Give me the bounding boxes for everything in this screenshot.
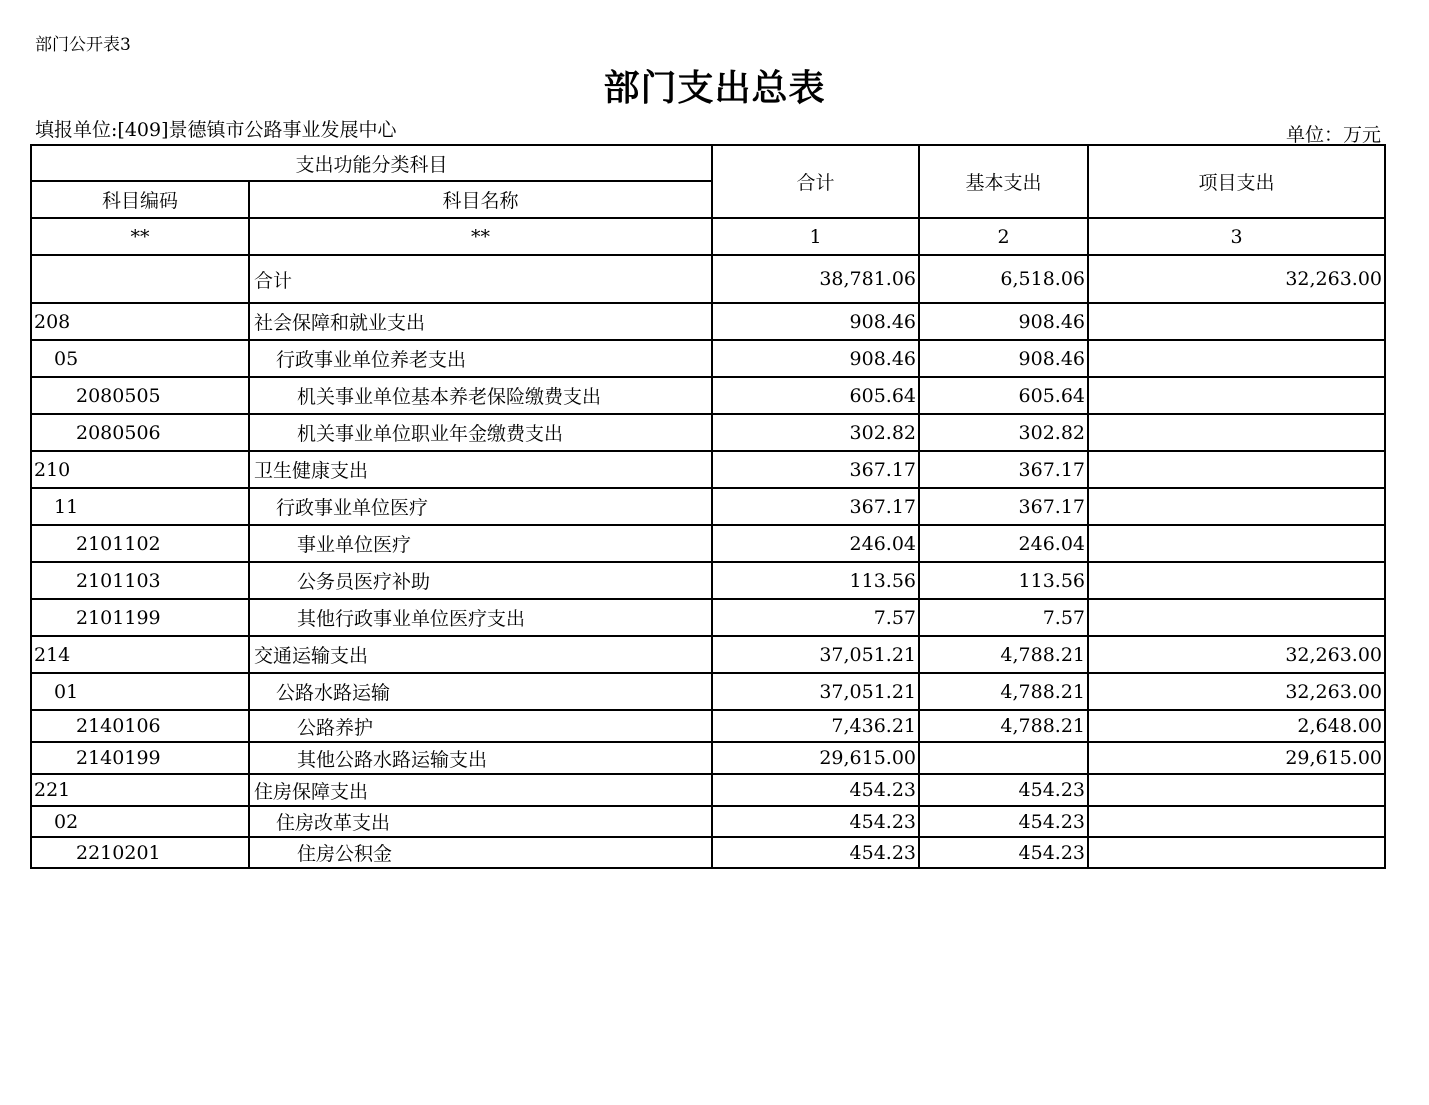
row-code: 2080505 <box>31 377 249 414</box>
row-name: 住房保障支出 <box>249 774 712 806</box>
row-project <box>1088 340 1385 377</box>
total-code <box>31 255 249 303</box>
row-project <box>1088 562 1385 599</box>
header-total: 合计 <box>712 145 919 218</box>
total-total: 38,781.06 <box>712 255 919 303</box>
header-group: 支出功能分类科目 <box>31 145 712 181</box>
header-name: 科目名称 <box>249 181 712 218</box>
row-name: 公路养护 <box>249 710 712 742</box>
header-code: 科目编码 <box>31 181 249 218</box>
row-total: 454.23 <box>712 806 919 837</box>
row-basic: 908.46 <box>919 303 1088 340</box>
row-project: 29,615.00 <box>1088 742 1385 774</box>
row-basic <box>919 742 1088 774</box>
row-basic: 908.46 <box>919 340 1088 377</box>
form-id: 部门公开表3 <box>35 35 131 55</box>
row-code: 2101199 <box>31 599 249 636</box>
row-project <box>1088 837 1385 868</box>
row-project: 32,263.00 <box>1088 673 1385 710</box>
row-basic: 454.23 <box>919 774 1088 806</box>
table-row <box>31 303 1385 340</box>
row-code: 02 <box>31 806 249 837</box>
row-total: 113.56 <box>712 562 919 599</box>
row-basic: 605.64 <box>919 377 1088 414</box>
row-total: 908.46 <box>712 340 919 377</box>
filing-unit: 填报单位:[409]景德镇市公路事业发展中心 <box>35 119 397 141</box>
table-row <box>31 742 1385 774</box>
table-row <box>31 673 1385 710</box>
total-basic: 6,518.06 <box>919 255 1088 303</box>
expenditure-table <box>30 144 1386 869</box>
row-project: 2,648.00 <box>1088 710 1385 742</box>
header-col1: 1 <box>712 218 919 255</box>
row-name: 公务员医疗补助 <box>249 562 712 599</box>
page-title: 部门支出总表 <box>603 67 826 109</box>
row-code: 11 <box>31 488 249 525</box>
row-project <box>1088 303 1385 340</box>
row-total: 302.82 <box>712 414 919 451</box>
row-project <box>1088 488 1385 525</box>
row-code: 214 <box>31 636 249 673</box>
table-row <box>31 414 1385 451</box>
row-total: 605.64 <box>712 377 919 414</box>
header-col3: 3 <box>1088 218 1385 255</box>
table-row <box>31 488 1385 525</box>
row-code: 05 <box>31 340 249 377</box>
row-total: 37,051.21 <box>712 636 919 673</box>
currency-unit: 单位：万元 <box>1285 124 1381 146</box>
row-project <box>1088 599 1385 636</box>
row-basic: 113.56 <box>919 562 1088 599</box>
row-basic: 367.17 <box>919 451 1088 488</box>
row-name: 卫生健康支出 <box>249 451 712 488</box>
table-body <box>31 303 1385 868</box>
row-total: 908.46 <box>712 303 919 340</box>
row-name: 社会保障和就业支出 <box>249 303 712 340</box>
row-total: 7.57 <box>712 599 919 636</box>
row-project: 32,263.00 <box>1088 636 1385 673</box>
row-project <box>1088 414 1385 451</box>
row-basic: 7.57 <box>919 599 1088 636</box>
row-basic: 246.04 <box>919 525 1088 562</box>
row-name: 行政事业单位养老支出 <box>249 340 712 377</box>
row-code: 01 <box>31 673 249 710</box>
row-name: 机关事业单位基本养老保险缴费支出 <box>249 377 712 414</box>
table-row <box>31 837 1385 868</box>
row-total: 367.17 <box>712 451 919 488</box>
row-name: 行政事业单位医疗 <box>249 488 712 525</box>
row-name: 住房改革支出 <box>249 806 712 837</box>
table-row <box>31 806 1385 837</box>
table-row <box>31 710 1385 742</box>
total-project: 32,263.00 <box>1088 255 1385 303</box>
row-basic: 454.23 <box>919 837 1088 868</box>
table-row <box>31 340 1385 377</box>
table-row <box>31 599 1385 636</box>
total-row <box>31 255 1385 303</box>
table-row <box>31 525 1385 562</box>
header-name-mark: ** <box>249 218 712 255</box>
row-code: 2140106 <box>31 710 249 742</box>
header-col2: 2 <box>919 218 1088 255</box>
row-code: 2080506 <box>31 414 249 451</box>
header-project: 项目支出 <box>1088 145 1385 218</box>
row-basic: 454.23 <box>919 806 1088 837</box>
row-total: 246.04 <box>712 525 919 562</box>
table-row <box>31 562 1385 599</box>
row-code: 2101102 <box>31 525 249 562</box>
header-code-mark: ** <box>31 218 249 255</box>
table-header <box>31 145 1385 303</box>
row-total: 37,051.21 <box>712 673 919 710</box>
row-code: 210 <box>31 451 249 488</box>
row-total: 367.17 <box>712 488 919 525</box>
row-total: 454.23 <box>712 837 919 868</box>
row-total: 29,615.00 <box>712 742 919 774</box>
row-name: 公路水路运输 <box>249 673 712 710</box>
row-basic: 4,788.21 <box>919 710 1088 742</box>
row-basic: 367.17 <box>919 488 1088 525</box>
row-project <box>1088 451 1385 488</box>
row-code: 208 <box>31 303 249 340</box>
row-total: 454.23 <box>712 774 919 806</box>
header-basic: 基本支出 <box>919 145 1088 218</box>
row-basic: 4,788.21 <box>919 673 1088 710</box>
row-project <box>1088 525 1385 562</box>
row-name: 交通运输支出 <box>249 636 712 673</box>
row-name: 事业单位医疗 <box>249 525 712 562</box>
row-total: 7,436.21 <box>712 710 919 742</box>
row-project <box>1088 377 1385 414</box>
table-row <box>31 774 1385 806</box>
table-row <box>31 377 1385 414</box>
row-code: 2140199 <box>31 742 249 774</box>
row-name: 机关事业单位职业年金缴费支出 <box>249 414 712 451</box>
row-basic: 4,788.21 <box>919 636 1088 673</box>
row-basic: 302.82 <box>919 414 1088 451</box>
row-name: 住房公积金 <box>249 837 712 868</box>
row-name: 其他公路水路运输支出 <box>249 742 712 774</box>
row-code: 2210201 <box>31 837 249 868</box>
total-name: 合计 <box>249 255 712 303</box>
row-name: 其他行政事业单位医疗支出 <box>249 599 712 636</box>
row-project <box>1088 774 1385 806</box>
row-project <box>1088 806 1385 837</box>
row-code: 2101103 <box>31 562 249 599</box>
table-row <box>31 451 1385 488</box>
table-row <box>31 636 1385 673</box>
row-code: 221 <box>31 774 249 806</box>
